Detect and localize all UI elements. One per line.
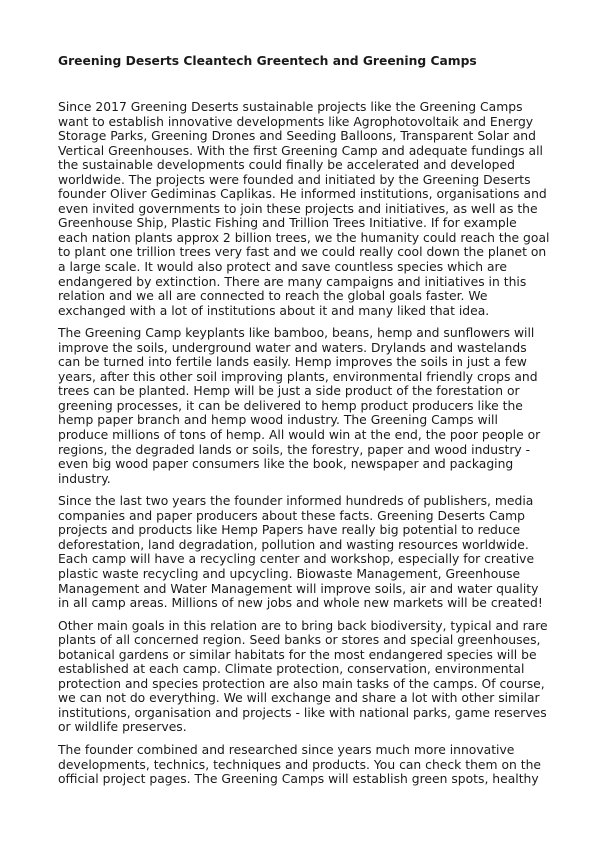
text-line: Greenhouse Ship, Plastic Fishing and Trillion Trees Initiative. If for example — [58, 216, 517, 231]
text-line: improve the soils, underground water and waters. Drylands and wastelands — [58, 340, 527, 355]
text-line: Storage Parks, Greening Drones and Seeding Balloons, Transparent Solar and — [58, 129, 536, 144]
text-line: deforestation, land degradation, pollution and wasting resources worldwide. — [58, 537, 529, 552]
text-line: Other main goals in this relation are to bring back biodiversity, typical and rare — [58, 618, 548, 633]
text-line: official project pages. The Greening Camps will establish green spots, healthy — [58, 772, 539, 787]
text-line: exchanged with a lot of institutions about it and many liked that idea. — [58, 303, 490, 318]
document-body — [58, 100, 550, 795]
text-line: Vertical Greenhouses. With the first Greening Camp and adequate fundings all — [58, 143, 543, 158]
text-line: Each camp will have a recycling center and workshop, especially for creative — [58, 552, 535, 567]
text-line: to plant one trillion trees very fast and we could really cool down the planet on — [58, 245, 547, 260]
paragraph-biodiversity — [58, 619, 546, 735]
text-line: regions, the degraded lands or soils, the forestry, paper and wood industry - — [58, 442, 531, 457]
text-line: years, after this other soil improving plants, environmental friendly crops and — [58, 369, 538, 384]
text-line: The Greening Camp keyplants like bamboo, beans, hemp and sunflowers will — [58, 326, 535, 341]
text-line: a large scale. It would also protect and save countless species which are — [58, 260, 507, 275]
text-line: each nation plants approx 2 billion trees, we the humanity could reach the goal — [58, 230, 550, 245]
text-line: or wildlife preserves. — [58, 720, 187, 735]
text-line: developments, technics, techniques and products. You can check them on the — [58, 757, 541, 772]
text-line: projects and products like Hemp Papers have really big potential to reduce — [58, 523, 521, 538]
text-line: Since the last two years the founder informed hundreds of publishers, media — [58, 494, 534, 509]
text-line: worldwide. The projects were founded and initiated by the Greening Deserts — [58, 172, 531, 187]
text-line: even invited governments to join these projects and initiatives, as well as the — [58, 201, 538, 216]
text-line: hemp paper branch and hemp wood industry. The Greening Camps will — [58, 413, 498, 428]
text-line: plastic waste recycling and upcycling. Biowaste Management, Greenhouse — [58, 566, 521, 581]
text-line: relation and we all are connected to reach the global goals faster. We — [58, 289, 488, 304]
paragraph-publishers — [58, 494, 546, 610]
text-line: trees can be planted. Hemp will be just a side product of the forestation or — [58, 384, 520, 399]
text-line: companies and paper producers about these facts. Greening Deserts Camp — [58, 508, 525, 523]
text-line: can be turned into fertile lands easily. Hemp improves the soils in just a few — [58, 355, 527, 370]
paragraph-intro — [58, 100, 550, 318]
text-line: industry. — [58, 471, 111, 486]
text-line: The founder combined and researched since years much more innovative — [58, 742, 515, 757]
text-line: institutions, organisation and projects - like with national parks, game reserves — [58, 705, 547, 720]
text-line: even big wood paper consumers like the book, newspaper and packaging — [58, 457, 514, 472]
paragraph-founder — [58, 743, 546, 787]
text-line: endangered by extinction. There are many campaigns and initiatives in this — [58, 274, 527, 289]
text-line: established at each camp. Climate protection, conservation, environmental — [58, 662, 525, 677]
text-line: Since 2017 Greening Deserts sustainable projects like the Greening Camps — [58, 100, 523, 114]
text-line: want to establish innovative developments like Agrophotovoltaik and Energy — [58, 114, 534, 129]
text-line: we can not do everything. We will exchange and share a lot with other similar — [58, 691, 540, 706]
text-line: greening processes, it can be delivered to hemp product producers like the — [58, 398, 523, 413]
text-line: in all camp areas. Millions of new jobs and whole new markets will be created! — [58, 596, 543, 611]
text-line: botanical gardens or similar habitats for the most endangered species will be — [58, 647, 537, 662]
paragraph-keyplants — [58, 326, 546, 486]
text-line: plants of all concerned region. Seed banks or stores and special greenhouses, — [58, 633, 541, 648]
text-line: Management and Water Management will improve soils, air and water quality — [58, 581, 539, 596]
text-line: protection and species protection are also main tasks of the camps. Of course, — [58, 676, 545, 691]
text-line: produce millions of tons of hemp. All would win at the end, the poor people or — [58, 428, 541, 443]
text-line: the sustainable developments could finally be accelerated and developed — [58, 158, 515, 173]
document-title: Greening Deserts Cleantech Greentech and Greening Camps — [58, 54, 477, 68]
text-line: founder Oliver Gediminas Caplikas. He informed institutions, organisations and — [58, 187, 547, 202]
